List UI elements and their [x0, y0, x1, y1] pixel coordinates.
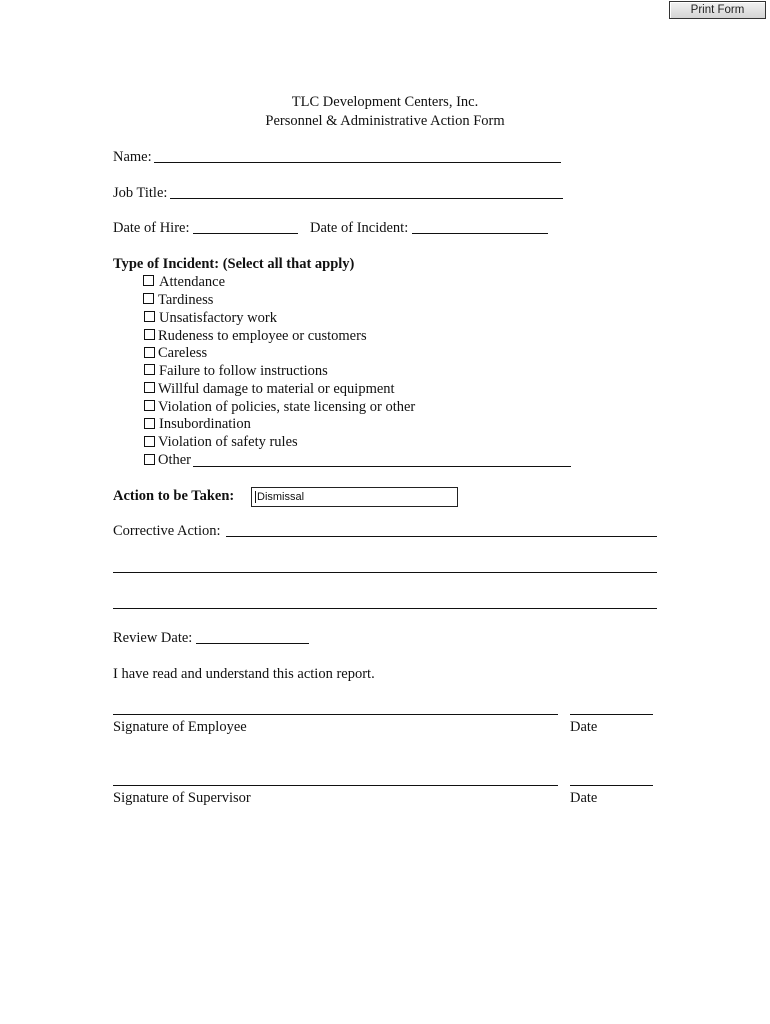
checkbox-label-willful-damage: Willful damage to material or equipment — [158, 381, 395, 397]
checkbox-willful-damage[interactable] — [144, 382, 155, 393]
name-field-line[interactable] — [154, 162, 561, 163]
checkbox-label-insubordination: Insubordination — [159, 416, 251, 432]
corrective-action-line-1[interactable] — [226, 536, 657, 537]
date-of-incident-label: Date of Incident: — [310, 220, 409, 236]
checkbox-failure-to-follow[interactable] — [144, 364, 155, 375]
acknowledgement-text: I have read and understand this action report. — [113, 666, 375, 682]
name-label: Name: — [113, 149, 152, 165]
job-title-field-line[interactable] — [170, 198, 563, 199]
checkbox-label-failure-to-follow: Failure to follow instructions — [159, 363, 328, 379]
print-form-button[interactable]: Print Form — [669, 1, 766, 19]
review-date-label: Review Date: — [113, 630, 193, 646]
date-of-incident-field-line[interactable] — [412, 233, 548, 234]
checkbox-unsatisfactory-work[interactable] — [144, 311, 155, 322]
date-of-hire-label: Date of Hire: — [113, 220, 190, 236]
other-field-line[interactable] — [193, 466, 571, 467]
checkbox-label-violation-policies: Violation of policies, state licensing or other — [158, 399, 416, 415]
employee-date-label: Date — [570, 719, 598, 735]
checkbox-label-attendance: Attendance — [159, 274, 226, 290]
checkbox-label-rudeness: Rudeness to employee or customers — [158, 328, 367, 344]
employee-signature-label: Signature of Employee — [113, 719, 247, 735]
checkbox-careless[interactable] — [144, 347, 155, 358]
checkbox-insubordination[interactable] — [144, 418, 155, 429]
corrective-action-label: Corrective Action: — [113, 523, 221, 539]
employee-signature-line[interactable] — [113, 714, 558, 715]
checkbox-tardiness[interactable] — [143, 293, 154, 304]
action-input-value: Dismissal — [257, 491, 305, 503]
checkbox-attendance[interactable] — [143, 275, 154, 286]
supervisor-signature-label: Signature of Supervisor — [113, 790, 251, 806]
checkbox-violation-safety[interactable] — [144, 436, 155, 447]
job-title-label: Job Title: — [113, 185, 168, 201]
checkbox-label-tardiness: Tardiness — [158, 292, 214, 308]
incident-heading: Type of Incident: (Select all that apply) — [113, 256, 355, 272]
checkbox-label-other: Other — [158, 452, 192, 468]
corrective-action-line-2[interactable] — [113, 572, 657, 573]
company-name: TLC Development Centers, Inc. — [291, 94, 479, 110]
employee-date-line[interactable] — [570, 714, 653, 715]
corrective-action-line-3[interactable] — [113, 608, 657, 609]
checkbox-label-careless: Careless — [158, 345, 208, 361]
supervisor-date-line[interactable] — [570, 785, 653, 786]
checkbox-violation-policies[interactable] — [144, 400, 155, 411]
action-label: Action to be Taken: — [113, 488, 235, 504]
checkbox-other[interactable] — [144, 454, 155, 465]
supervisor-signature-line[interactable] — [113, 785, 558, 786]
checkbox-rudeness[interactable] — [144, 329, 155, 340]
supervisor-date-label: Date — [570, 790, 598, 806]
checkbox-label-unsatisfactory-work: Unsatisfactory work — [159, 310, 277, 326]
date-of-hire-field-line[interactable] — [193, 233, 298, 234]
action-input[interactable] — [251, 487, 458, 507]
checkbox-label-violation-safety: Violation of safety rules — [158, 434, 298, 450]
review-date-field-line[interactable] — [196, 643, 309, 644]
form-title: Personnel & Administrative Action Form — [265, 113, 505, 129]
